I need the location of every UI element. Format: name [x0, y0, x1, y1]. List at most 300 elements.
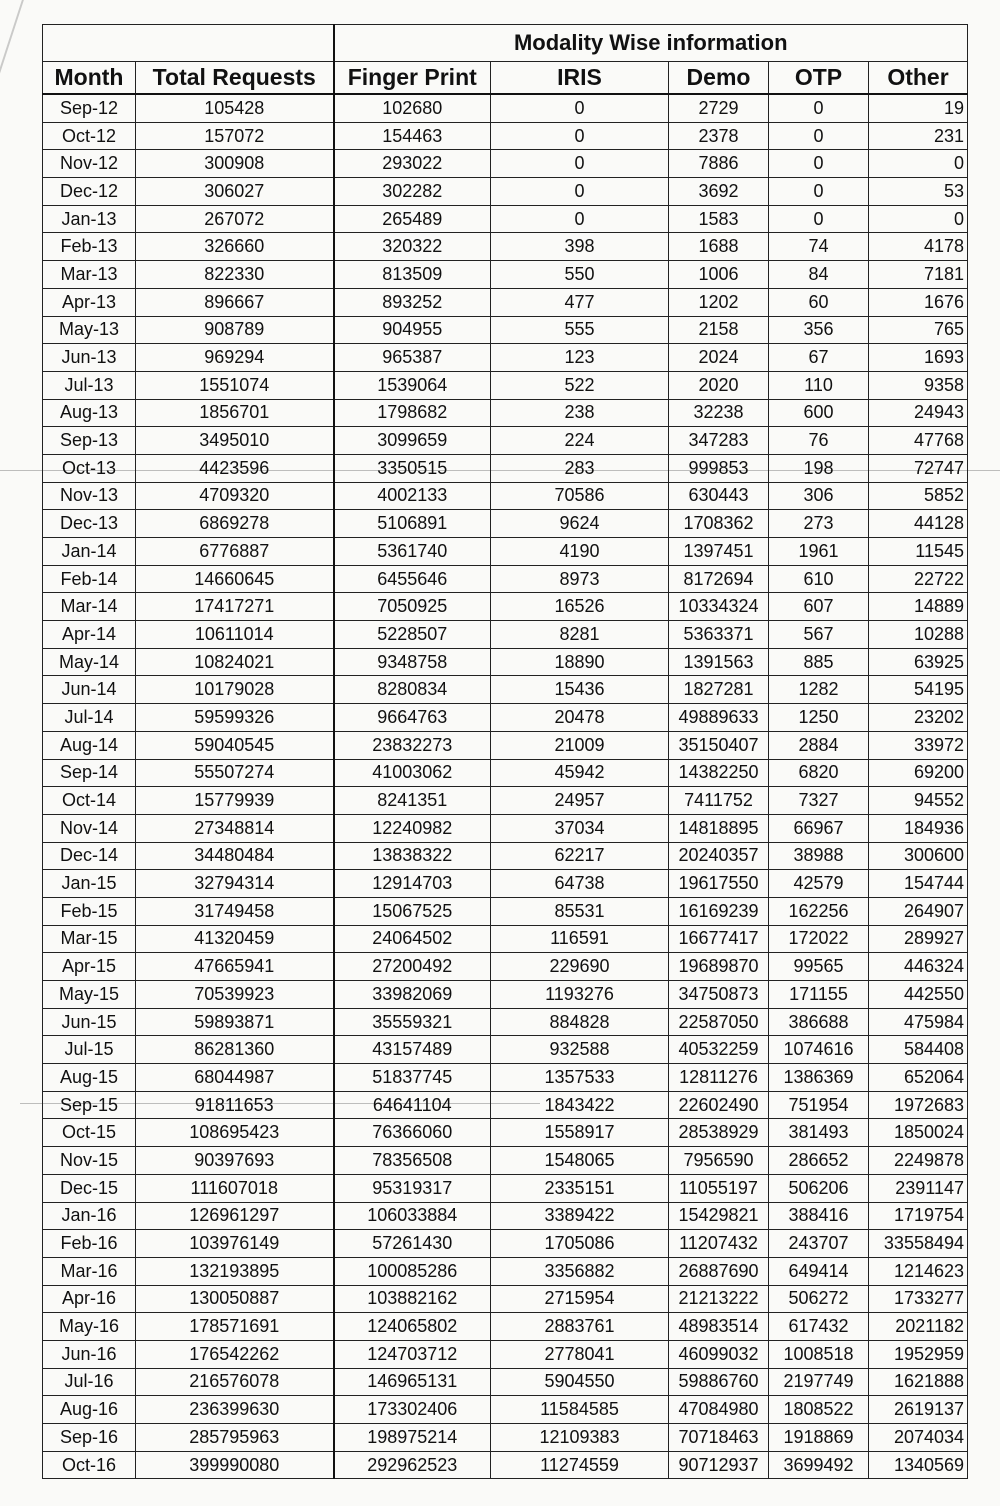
cell-demo: 22602490 [669, 1091, 769, 1119]
table-row [43, 316, 968, 344]
cell-iris: 1193276 [491, 981, 669, 1009]
cell-finger-print: 293022 [334, 150, 491, 178]
table-row [43, 704, 968, 732]
cell-other: 54195 [869, 676, 968, 704]
col-header-month: Month [43, 62, 136, 95]
cell-finger-print: 154463 [334, 122, 491, 150]
cell-demo: 3692 [669, 178, 769, 206]
cell-other: 1972683 [869, 1091, 968, 1119]
cell-total-requests: 59893871 [136, 1008, 334, 1036]
table-row [43, 1368, 968, 1396]
cell-demo: 2729 [669, 94, 769, 122]
cell-iris: 24957 [491, 787, 669, 815]
cell-month: Feb-14 [43, 565, 136, 593]
cell-month: Apr-14 [43, 621, 136, 649]
cell-finger-print: 12240982 [334, 814, 491, 842]
cell-total-requests: 3495010 [136, 427, 334, 455]
cell-month: Aug-13 [43, 399, 136, 427]
cell-iris: 1548065 [491, 1147, 669, 1175]
table-row [43, 870, 968, 898]
table-row [43, 178, 968, 206]
cell-finger-print: 12914703 [334, 870, 491, 898]
cell-other: 1340569 [869, 1451, 968, 1479]
cell-otp: 66967 [769, 814, 869, 842]
table-row [43, 538, 968, 566]
cell-finger-print: 51837745 [334, 1064, 491, 1092]
col-header-otp: OTP [769, 62, 869, 95]
group-header-row [43, 25, 968, 62]
cell-month: Oct-16 [43, 1451, 136, 1479]
cell-month: Oct-14 [43, 787, 136, 815]
cell-finger-print: 965387 [334, 344, 491, 372]
cell-total-requests: 15779939 [136, 787, 334, 815]
cell-demo: 7886 [669, 150, 769, 178]
cell-total-requests: 399990080 [136, 1451, 334, 1479]
table-row [43, 1091, 968, 1119]
cell-otp: 617432 [769, 1313, 869, 1341]
cell-iris: 555 [491, 316, 669, 344]
table-row [43, 1008, 968, 1036]
cell-other: 765 [869, 316, 968, 344]
cell-iris: 37034 [491, 814, 669, 842]
table-row [43, 759, 968, 787]
cell-finger-print: 76366060 [334, 1119, 491, 1147]
cell-month: Aug-16 [43, 1396, 136, 1424]
cell-month: Oct-12 [43, 122, 136, 150]
cell-total-requests: 17417271 [136, 593, 334, 621]
cell-finger-print: 15067525 [334, 897, 491, 925]
cell-otp: 110 [769, 371, 869, 399]
cell-month: Apr-13 [43, 288, 136, 316]
cell-iris: 477 [491, 288, 669, 316]
cell-otp: 3699492 [769, 1451, 869, 1479]
cell-demo: 22587050 [669, 1008, 769, 1036]
cell-demo: 90712937 [669, 1451, 769, 1479]
cell-month: Jul-16 [43, 1368, 136, 1396]
cell-iris: 64738 [491, 870, 669, 898]
cell-finger-print: 9664763 [334, 704, 491, 732]
cell-iris: 116591 [491, 925, 669, 953]
cell-other: 53 [869, 178, 968, 206]
cell-demo: 7411752 [669, 787, 769, 815]
table-row [43, 925, 968, 953]
cell-otp: 1808522 [769, 1396, 869, 1424]
table-row [43, 953, 968, 981]
cell-otp: 67 [769, 344, 869, 372]
cell-other: 47768 [869, 427, 968, 455]
cell-otp: 356 [769, 316, 869, 344]
cell-otp: 506272 [769, 1285, 869, 1313]
cell-demo: 2378 [669, 122, 769, 150]
cell-iris: 1558917 [491, 1119, 669, 1147]
table-body [43, 94, 968, 1479]
cell-iris: 3356882 [491, 1257, 669, 1285]
cell-total-requests: 55507274 [136, 759, 334, 787]
cell-other: 584408 [869, 1036, 968, 1064]
table-row [43, 427, 968, 455]
cell-total-requests: 326660 [136, 233, 334, 261]
cell-demo: 1708362 [669, 510, 769, 538]
table-row [43, 814, 968, 842]
cell-month: Feb-16 [43, 1230, 136, 1258]
cell-iris: 0 [491, 205, 669, 233]
cell-other: 1719754 [869, 1202, 968, 1230]
cell-otp: 162256 [769, 897, 869, 925]
table-row [43, 621, 968, 649]
cell-total-requests: 157072 [136, 122, 334, 150]
cell-total-requests: 130050887 [136, 1285, 334, 1313]
table-row [43, 1424, 968, 1452]
cell-iris: 70586 [491, 482, 669, 510]
table-row [43, 731, 968, 759]
cell-demo: 20240357 [669, 842, 769, 870]
cell-iris: 2883761 [491, 1313, 669, 1341]
cell-month: Sep-12 [43, 94, 136, 122]
cell-demo: 35150407 [669, 731, 769, 759]
cell-finger-print: 33982069 [334, 981, 491, 1009]
cell-month: Mar-14 [43, 593, 136, 621]
cell-other: 1850024 [869, 1119, 968, 1147]
cell-demo: 1202 [669, 288, 769, 316]
cell-total-requests: 6869278 [136, 510, 334, 538]
cell-month: Jul-13 [43, 371, 136, 399]
cell-iris: 238 [491, 399, 669, 427]
cell-demo: 16169239 [669, 897, 769, 925]
cell-month: Aug-15 [43, 1064, 136, 1092]
cell-finger-print: 24064502 [334, 925, 491, 953]
cell-otp: 84 [769, 261, 869, 289]
cell-total-requests: 10179028 [136, 676, 334, 704]
cell-month: May-13 [43, 316, 136, 344]
cell-total-requests: 59599326 [136, 704, 334, 732]
table-row [43, 1313, 968, 1341]
cell-otp: 506206 [769, 1174, 869, 1202]
cell-finger-print: 5361740 [334, 538, 491, 566]
cell-month: Jul-14 [43, 704, 136, 732]
cell-iris: 932588 [491, 1036, 669, 1064]
cell-otp: 1074616 [769, 1036, 869, 1064]
table-row [43, 1174, 968, 1202]
cell-month: Dec-13 [43, 510, 136, 538]
cell-otp: 171155 [769, 981, 869, 1009]
cell-other: 2021182 [869, 1313, 968, 1341]
cell-iris: 5904550 [491, 1368, 669, 1396]
cell-iris: 11274559 [491, 1451, 669, 1479]
cell-total-requests: 236399630 [136, 1396, 334, 1424]
cell-iris: 224 [491, 427, 669, 455]
cell-finger-print: 102680 [334, 94, 491, 122]
table-row [43, 1147, 968, 1175]
cell-finger-print: 41003062 [334, 759, 491, 787]
cell-other: 1733277 [869, 1285, 968, 1313]
cell-demo: 15429821 [669, 1202, 769, 1230]
cell-other: 300600 [869, 842, 968, 870]
cell-total-requests: 105428 [136, 94, 334, 122]
cell-iris: 283 [491, 454, 669, 482]
cell-demo: 1391563 [669, 648, 769, 676]
cell-other: 94552 [869, 787, 968, 815]
cell-finger-print: 1539064 [334, 371, 491, 399]
cell-finger-print: 1798682 [334, 399, 491, 427]
cell-total-requests: 132193895 [136, 1257, 334, 1285]
cell-iris: 1843422 [491, 1091, 669, 1119]
table-row [43, 787, 968, 815]
table-row [43, 233, 968, 261]
cell-month: Jun-16 [43, 1340, 136, 1368]
cell-demo: 28538929 [669, 1119, 769, 1147]
cell-demo: 21213222 [669, 1285, 769, 1313]
cell-otp: 286652 [769, 1147, 869, 1175]
cell-iris: 45942 [491, 759, 669, 787]
cell-month: Nov-15 [43, 1147, 136, 1175]
cell-month: Jan-15 [43, 870, 136, 898]
cell-total-requests: 70539923 [136, 981, 334, 1009]
cell-otp: 1918869 [769, 1424, 869, 1452]
cell-demo: 11207432 [669, 1230, 769, 1258]
cell-total-requests: 896667 [136, 288, 334, 316]
cell-demo: 1397451 [669, 538, 769, 566]
cell-other: 0 [869, 150, 968, 178]
cell-iris: 2778041 [491, 1340, 669, 1368]
cell-finger-print: 78356508 [334, 1147, 491, 1175]
cell-otp: 381493 [769, 1119, 869, 1147]
cell-iris: 3389422 [491, 1202, 669, 1230]
cell-demo: 347283 [669, 427, 769, 455]
cell-other: 22722 [869, 565, 968, 593]
cell-month: Jun-13 [43, 344, 136, 372]
cell-other: 33558494 [869, 1230, 968, 1258]
cell-otp: 386688 [769, 1008, 869, 1036]
cell-total-requests: 1551074 [136, 371, 334, 399]
cell-month: Dec-15 [43, 1174, 136, 1202]
cell-iris: 15436 [491, 676, 669, 704]
cell-otp: 198 [769, 454, 869, 482]
cell-iris: 522 [491, 371, 669, 399]
cell-total-requests: 68044987 [136, 1064, 334, 1092]
table-row [43, 371, 968, 399]
cell-finger-print: 8241351 [334, 787, 491, 815]
cell-otp: 2197749 [769, 1368, 869, 1396]
cell-total-requests: 10824021 [136, 648, 334, 676]
cell-otp: 2884 [769, 731, 869, 759]
cell-month: May-15 [43, 981, 136, 1009]
cell-month: Aug-14 [43, 731, 136, 759]
cell-finger-print: 8280834 [334, 676, 491, 704]
cell-finger-print: 904955 [334, 316, 491, 344]
cell-other: 2074034 [869, 1424, 968, 1452]
cell-demo: 16677417 [669, 925, 769, 953]
cell-otp: 243707 [769, 1230, 869, 1258]
cell-iris: 20478 [491, 704, 669, 732]
cell-total-requests: 108695423 [136, 1119, 334, 1147]
cell-other: 1952959 [869, 1340, 968, 1368]
cell-finger-print: 4002133 [334, 482, 491, 510]
cell-iris: 8973 [491, 565, 669, 593]
cell-otp: 99565 [769, 953, 869, 981]
cell-other: 1214623 [869, 1257, 968, 1285]
cell-month: Feb-13 [43, 233, 136, 261]
cell-month: Sep-15 [43, 1091, 136, 1119]
cell-finger-print: 5106891 [334, 510, 491, 538]
cell-otp: 0 [769, 150, 869, 178]
cell-iris: 4190 [491, 538, 669, 566]
cell-other: 10288 [869, 621, 968, 649]
cell-total-requests: 31749458 [136, 897, 334, 925]
cell-otp: 74 [769, 233, 869, 261]
cell-total-requests: 267072 [136, 205, 334, 233]
cell-demo: 47084980 [669, 1396, 769, 1424]
cell-month: Oct-13 [43, 454, 136, 482]
cell-demo: 70718463 [669, 1424, 769, 1452]
table-row [43, 676, 968, 704]
cell-finger-print: 43157489 [334, 1036, 491, 1064]
cell-other: 7181 [869, 261, 968, 289]
cell-other: 63925 [869, 648, 968, 676]
cell-month: Feb-15 [43, 897, 136, 925]
cell-other: 4178 [869, 233, 968, 261]
cell-other: 72747 [869, 454, 968, 482]
cell-month: May-16 [43, 1313, 136, 1341]
cell-total-requests: 47665941 [136, 953, 334, 981]
table-row [43, 344, 968, 372]
cell-finger-print: 9348758 [334, 648, 491, 676]
cell-demo: 999853 [669, 454, 769, 482]
cell-finger-print: 106033884 [334, 1202, 491, 1230]
cell-otp: 1386369 [769, 1064, 869, 1092]
cell-other: 23202 [869, 704, 968, 732]
cell-total-requests: 822330 [136, 261, 334, 289]
col-header-total-requests: Total Requests [136, 62, 334, 95]
cell-month: Apr-16 [43, 1285, 136, 1313]
cell-otp: 388416 [769, 1202, 869, 1230]
cell-other: 44128 [869, 510, 968, 538]
cell-total-requests: 27348814 [136, 814, 334, 842]
col-header-finger-print: Finger Print [334, 62, 491, 95]
cell-finger-print: 124065802 [334, 1313, 491, 1341]
empty-header-cell [43, 25, 334, 62]
cell-month: Oct-15 [43, 1119, 136, 1147]
cell-finger-print: 3350515 [334, 454, 491, 482]
cell-demo: 630443 [669, 482, 769, 510]
cell-month: Mar-13 [43, 261, 136, 289]
cell-finger-print: 7050925 [334, 593, 491, 621]
cell-month: Nov-14 [43, 814, 136, 842]
cell-total-requests: 32794314 [136, 870, 334, 898]
cell-demo: 46099032 [669, 1340, 769, 1368]
cell-iris: 0 [491, 122, 669, 150]
cell-finger-print: 27200492 [334, 953, 491, 981]
cell-iris: 884828 [491, 1008, 669, 1036]
table-row [43, 510, 968, 538]
cell-otp: 1282 [769, 676, 869, 704]
cell-other: 69200 [869, 759, 968, 787]
table-row [43, 593, 968, 621]
cell-demo: 19689870 [669, 953, 769, 981]
cell-total-requests: 111607018 [136, 1174, 334, 1202]
cell-month: Dec-12 [43, 178, 136, 206]
cell-other: 24943 [869, 399, 968, 427]
cell-iris: 2715954 [491, 1285, 669, 1313]
col-header-demo: Demo [669, 62, 769, 95]
group-header-modality: Modality Wise information [334, 25, 968, 62]
cell-total-requests: 6776887 [136, 538, 334, 566]
cell-iris: 0 [491, 94, 669, 122]
cell-other: 154744 [869, 870, 968, 898]
table-row [43, 565, 968, 593]
cell-month: Jan-14 [43, 538, 136, 566]
cell-otp: 607 [769, 593, 869, 621]
cell-otp: 0 [769, 178, 869, 206]
cell-month: Apr-15 [43, 953, 136, 981]
cell-iris: 398 [491, 233, 669, 261]
cell-total-requests: 176542262 [136, 1340, 334, 1368]
cell-total-requests: 59040545 [136, 731, 334, 759]
cell-total-requests: 41320459 [136, 925, 334, 953]
cell-total-requests: 90397693 [136, 1147, 334, 1175]
cell-demo: 2024 [669, 344, 769, 372]
cell-otp: 751954 [769, 1091, 869, 1119]
cell-otp: 600 [769, 399, 869, 427]
cell-month: Mar-15 [43, 925, 136, 953]
cell-other: 19 [869, 94, 968, 122]
cell-total-requests: 4423596 [136, 454, 334, 482]
table-row [43, 1340, 968, 1368]
cell-demo: 12811276 [669, 1064, 769, 1092]
cell-demo: 26887690 [669, 1257, 769, 1285]
cell-demo: 1688 [669, 233, 769, 261]
cell-total-requests: 10611014 [136, 621, 334, 649]
cell-other: 231 [869, 122, 968, 150]
cell-demo: 10334324 [669, 593, 769, 621]
cell-finger-print: 173302406 [334, 1396, 491, 1424]
cell-finger-print: 198975214 [334, 1424, 491, 1452]
table-row [43, 1064, 968, 1092]
cell-otp: 610 [769, 565, 869, 593]
cell-finger-print: 292962523 [334, 1451, 491, 1479]
cell-other: 2619137 [869, 1396, 968, 1424]
cell-iris: 0 [491, 178, 669, 206]
cell-otp: 42579 [769, 870, 869, 898]
cell-iris: 16526 [491, 593, 669, 621]
table-row [43, 1230, 968, 1258]
cell-total-requests: 91811653 [136, 1091, 334, 1119]
cell-other: 5852 [869, 482, 968, 510]
cell-finger-print: 6455646 [334, 565, 491, 593]
cell-other: 442550 [869, 981, 968, 1009]
cell-otp: 38988 [769, 842, 869, 870]
cell-iris: 21009 [491, 731, 669, 759]
cell-month: Nov-13 [43, 482, 136, 510]
cell-other: 9358 [869, 371, 968, 399]
cell-demo: 1006 [669, 261, 769, 289]
cell-other: 652064 [869, 1064, 968, 1092]
cell-iris: 8281 [491, 621, 669, 649]
cell-finger-print: 57261430 [334, 1230, 491, 1258]
cell-demo: 59886760 [669, 1368, 769, 1396]
cell-demo: 5363371 [669, 621, 769, 649]
cell-finger-print: 124703712 [334, 1340, 491, 1368]
table-row [43, 842, 968, 870]
cell-otp: 76 [769, 427, 869, 455]
cell-demo: 7956590 [669, 1147, 769, 1175]
cell-demo: 40532259 [669, 1036, 769, 1064]
cell-demo: 1827281 [669, 676, 769, 704]
cell-finger-print: 64641104 [334, 1091, 491, 1119]
cell-other: 1676 [869, 288, 968, 316]
cell-total-requests: 285795963 [136, 1424, 334, 1452]
cell-other: 14889 [869, 593, 968, 621]
modality-table [42, 24, 968, 1479]
